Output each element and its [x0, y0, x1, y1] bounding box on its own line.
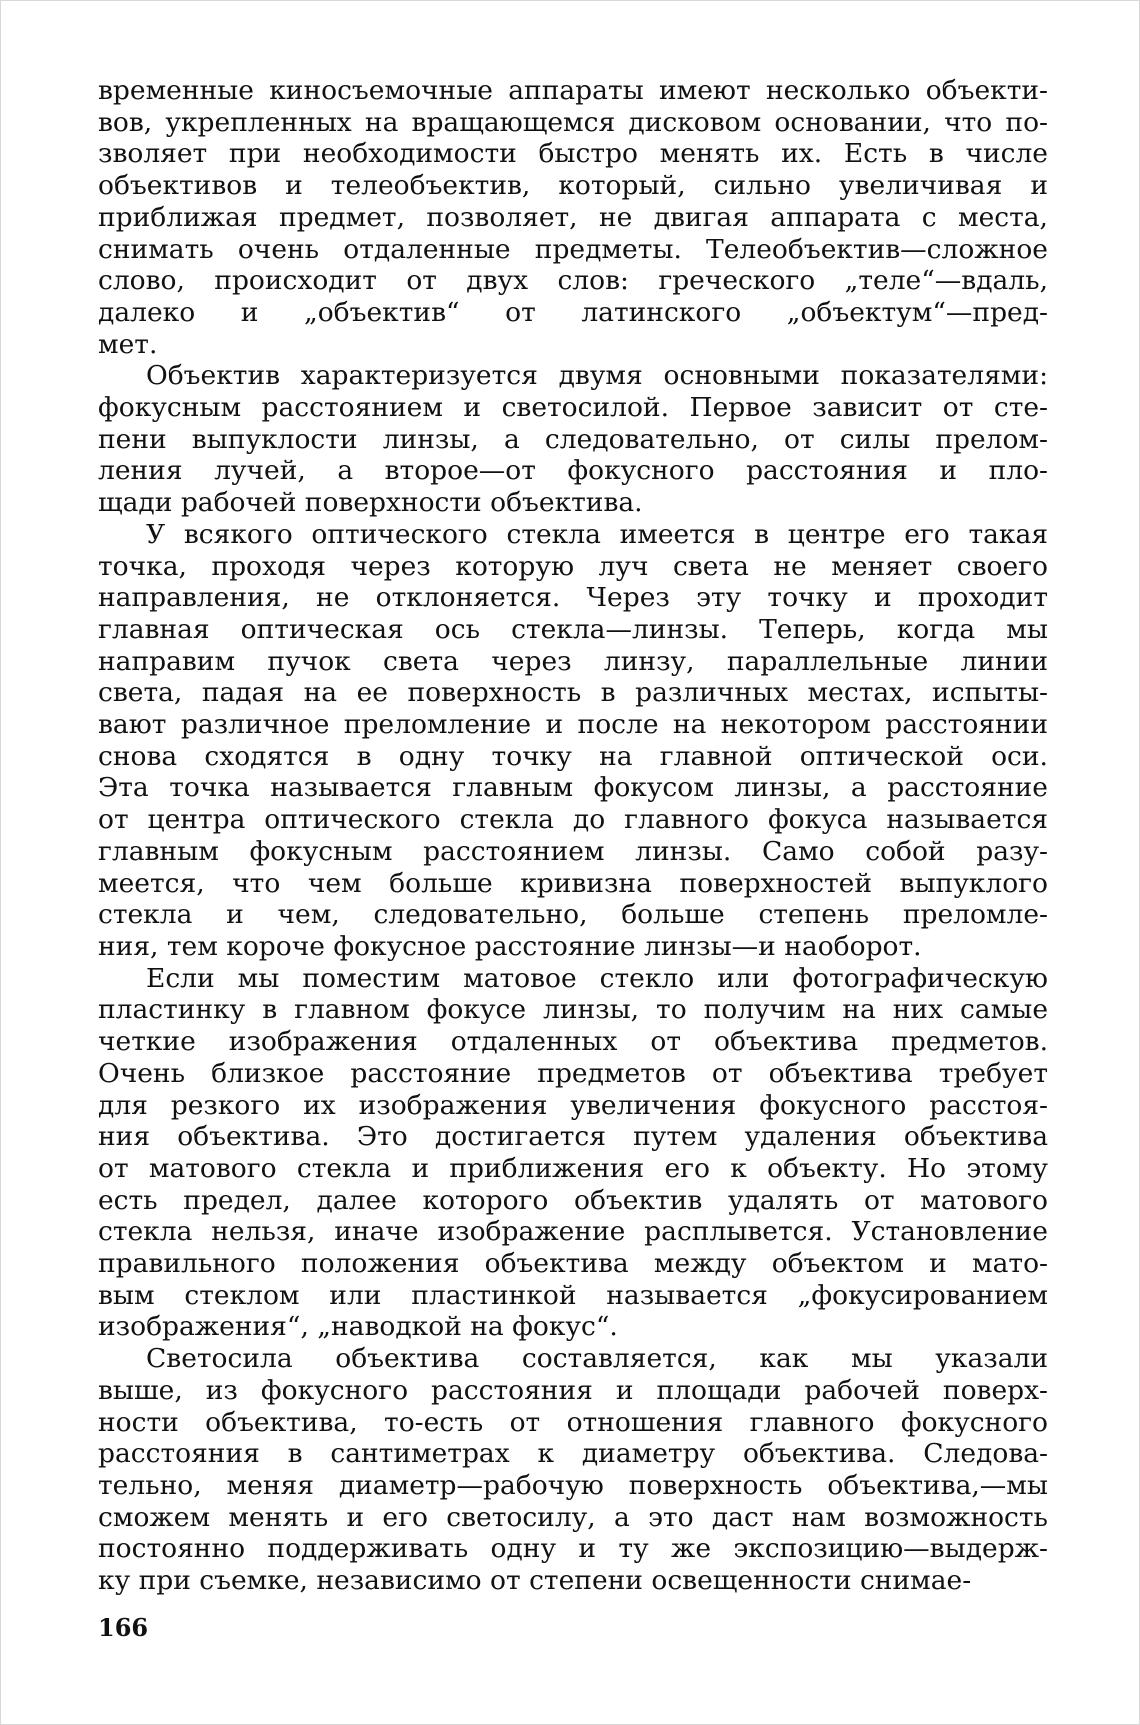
- text-line: Очень близкое расстояние предметов от объектива требует: [98, 1057, 1048, 1089]
- paragraph: [98, 360, 1048, 519]
- text-line: щади рабочей поверхности объектива.: [98, 487, 643, 519]
- text-line: вым стеклом или пластинкой называется „фокусированием: [98, 1279, 1048, 1311]
- text-line: направим пучок света через линзу, параллельные линии: [98, 645, 1048, 677]
- paragraph: [98, 75, 1048, 360]
- text-line: света, падая на ее поверхность в различных местах, испыты-: [98, 677, 1048, 709]
- text-line: для резкого их изображения увеличения фокусного расстоя-: [98, 1089, 1048, 1121]
- text-line: сможем менять и его светосилу, а это даст нам возможность: [98, 1501, 1048, 1533]
- text-line: от центра оптического стекла до главного фокуса называется: [98, 804, 1048, 836]
- text-line: фокусным расстоянием и светосилой. Первое зависит от сте-: [98, 392, 1048, 424]
- text-line: ния объектива. Это достигается путем удаления объектива: [98, 1121, 1048, 1153]
- text-line: ку при съемке, независимо от степени освещенности снимае-: [98, 1565, 972, 1597]
- text-line: ления лучей, а второе—от фокусного расстояния и пло-: [98, 455, 1048, 487]
- text-line: выше, из фокусного расстояния и площади рабочей поверх-: [98, 1374, 1048, 1406]
- paragraph: [98, 1343, 1048, 1597]
- text-line: главным фокусным расстоянием линзы. Само собой разу-: [98, 835, 1048, 867]
- text-line: снова сходятся в одну точку на главной оптической оси.: [98, 740, 1048, 772]
- text-line: слово, происходит от двух слов: греческого „теле“—вдаль,: [98, 265, 1048, 297]
- text-line: Если мы поместим матовое стекло или фотографическую: [146, 962, 1048, 994]
- text-line: четкие изображения отдаленных от объектива предметов.: [98, 1026, 1048, 1058]
- text-line: Эта точка называется главным фокусом линзы, а расстояние: [98, 772, 1048, 804]
- text-line: мет.: [98, 328, 158, 360]
- page-number: 166: [98, 1613, 149, 1642]
- text-line: ния, тем короче фокусное расстояние линзы—и наоборот.: [98, 930, 922, 962]
- text-line: вают различное преломление и после на некотором расстоянии: [98, 709, 1048, 741]
- text-line: тельно, меняя диаметр—рабочую поверхность объектива,—мы: [98, 1469, 1048, 1501]
- text-line: зволяет при необходимости быстро менять их. Есть в числе: [98, 138, 1048, 170]
- paragraph: [98, 519, 1048, 963]
- text-line: есть предел, далее которого объектив удалять от матового: [98, 1184, 1048, 1216]
- text-line: ности объектива, то-есть от отношения главного фокусного: [98, 1406, 1048, 1438]
- paragraph: [98, 963, 1048, 1343]
- text-line: снимать очень отдаленные предметы. Телеобъектив—сложное: [98, 233, 1048, 265]
- text-line: Светосила объектива составляется, как мы указали: [146, 1343, 1048, 1375]
- text-line: приближая предмет, позволяет, не двигая аппарата с места,: [98, 201, 1048, 233]
- text-line: У всякого оптического стекла имеется в центре его такая: [146, 518, 1048, 550]
- text-line: направления, не отклоняется. Через эту точку и проходит: [98, 582, 1048, 614]
- text-line: объективов и телеобъектив, который, сильно увеличивая и: [98, 170, 1048, 202]
- text-line: правильного положения объектива между объектом и мато-: [98, 1248, 1048, 1280]
- text-line: меется, что чем больше кривизна поверхностей выпуклого: [98, 867, 1048, 899]
- text-line: вов, укрепленных на вращающемся дисковом основании, что по-: [98, 106, 1048, 138]
- text-line: от матового стекла и приближения его к объекту. Но этому: [98, 1152, 1048, 1184]
- text-line: пени выпуклости линзы, а следовательно, от силы прелом-: [98, 423, 1048, 455]
- text-line: далеко и „объектив“ от латинского „объектум“—пред-: [98, 296, 1048, 328]
- text-line: стекла нельзя, иначе изображение расплывется. Установление: [98, 1216, 1048, 1248]
- text-line: пластинку в главном фокусе линзы, то получим на них самые: [98, 994, 1048, 1026]
- text-line: точка, проходя через которую луч света не меняет своего: [98, 550, 1048, 582]
- text-line: главная оптическая ось стекла—линзы. Теперь, когда мы: [98, 613, 1048, 645]
- text-line: временные киносъемочные аппараты имеют несколько объекти-: [98, 75, 1048, 106]
- text-line: Объектив характеризуется двумя основными показателями:: [146, 360, 1048, 392]
- text-line: стекла и чем, следовательно, больше степень преломле-: [98, 899, 1048, 931]
- text-line: расстояния в сантиметрах к диаметру объектива. Следова-: [98, 1438, 1048, 1470]
- body-text: [98, 75, 1048, 1597]
- text-line: изображения“, „наводкой на фокус“.: [98, 1311, 618, 1343]
- text-line: постоянно поддерживать одну и ту же экспозицию—выдерж-: [98, 1533, 1048, 1565]
